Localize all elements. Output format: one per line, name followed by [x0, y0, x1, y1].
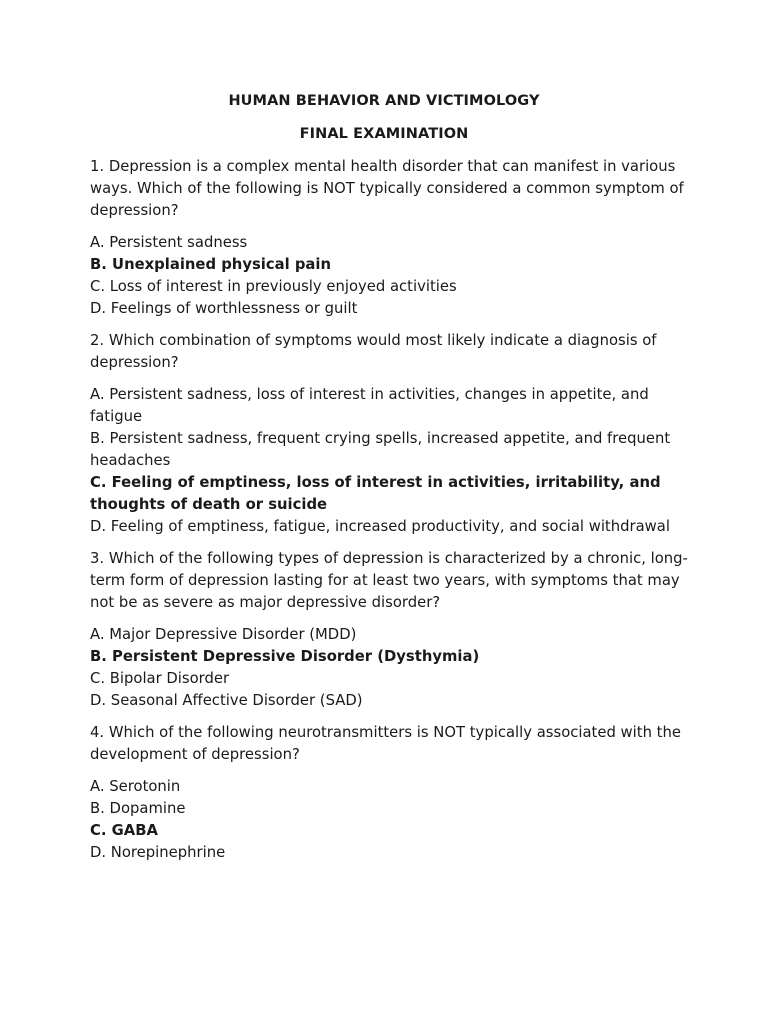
answer-option: B. Persistent sadness, frequent crying spells, increased appetite, and frequent headaches: [90, 430, 671, 469]
question-block: [90, 548, 690, 712]
answer-option-correct: C. GABA: [90, 822, 158, 839]
question-block: [90, 722, 690, 864]
answer-options: [90, 232, 690, 320]
answer-option: D. Feelings of worthlessness or guilt: [90, 300, 358, 317]
question-text: 1. Depression is a complex mental health disorder that can manifest in various ways. Which of the following is NOT typically considered a common symptom of depression?: [90, 158, 684, 219]
answer-option: B. Dopamine: [90, 800, 186, 817]
answer-options: [90, 624, 690, 712]
answer-option: A. Serotonin: [90, 778, 181, 795]
answer-option: D. Seasonal Affective Disorder (SAD): [90, 692, 363, 709]
answer-option: A. Persistent sadness: [90, 234, 248, 251]
answer-option: C. Bipolar Disorder: [90, 670, 230, 687]
answer-option-correct: B. Unexplained physical pain: [90, 256, 332, 273]
question-text: 4. Which of the following neurotransmitters is NOT typically associated with the development of depression?: [90, 724, 681, 763]
answer-options: [90, 776, 690, 864]
document-title: HUMAN BEHAVIOR AND VICTIMOLOGY: [228, 93, 540, 109]
exam-content: [90, 156, 690, 874]
answer-option-correct: B. Persistent Depressive Disorder (Dysthymia): [90, 648, 480, 665]
question-block: [90, 156, 690, 320]
answer-option: A. Major Depressive Disorder (MDD): [90, 626, 357, 643]
question-text: 2. Which combination of symptoms would most likely indicate a diagnosis of depression?: [90, 332, 657, 371]
answer-option: D. Feeling of emptiness, fatigue, increased productivity, and social withdrawal: [90, 518, 670, 535]
answer-option: C. Loss of interest in previously enjoyed activities: [90, 278, 457, 295]
document-subtitle: FINAL EXAMINATION: [299, 126, 469, 142]
question-text: 3. Which of the following types of depression is characterized by a chronic, long-term form of depression lasting for at least two years, with symptoms that may not be as severe as major depressive disorder?: [90, 550, 688, 611]
question-block: [90, 330, 690, 538]
answer-option-correct: C. Feeling of emptiness, loss of interest in activities, irritability, and thoughts of death or suicide: [90, 474, 661, 513]
answer-option: D. Norepinephrine: [90, 844, 226, 861]
answer-options: [90, 384, 690, 538]
answer-option: A. Persistent sadness, loss of interest in activities, changes in appetite, and fatigue: [90, 386, 649, 425]
